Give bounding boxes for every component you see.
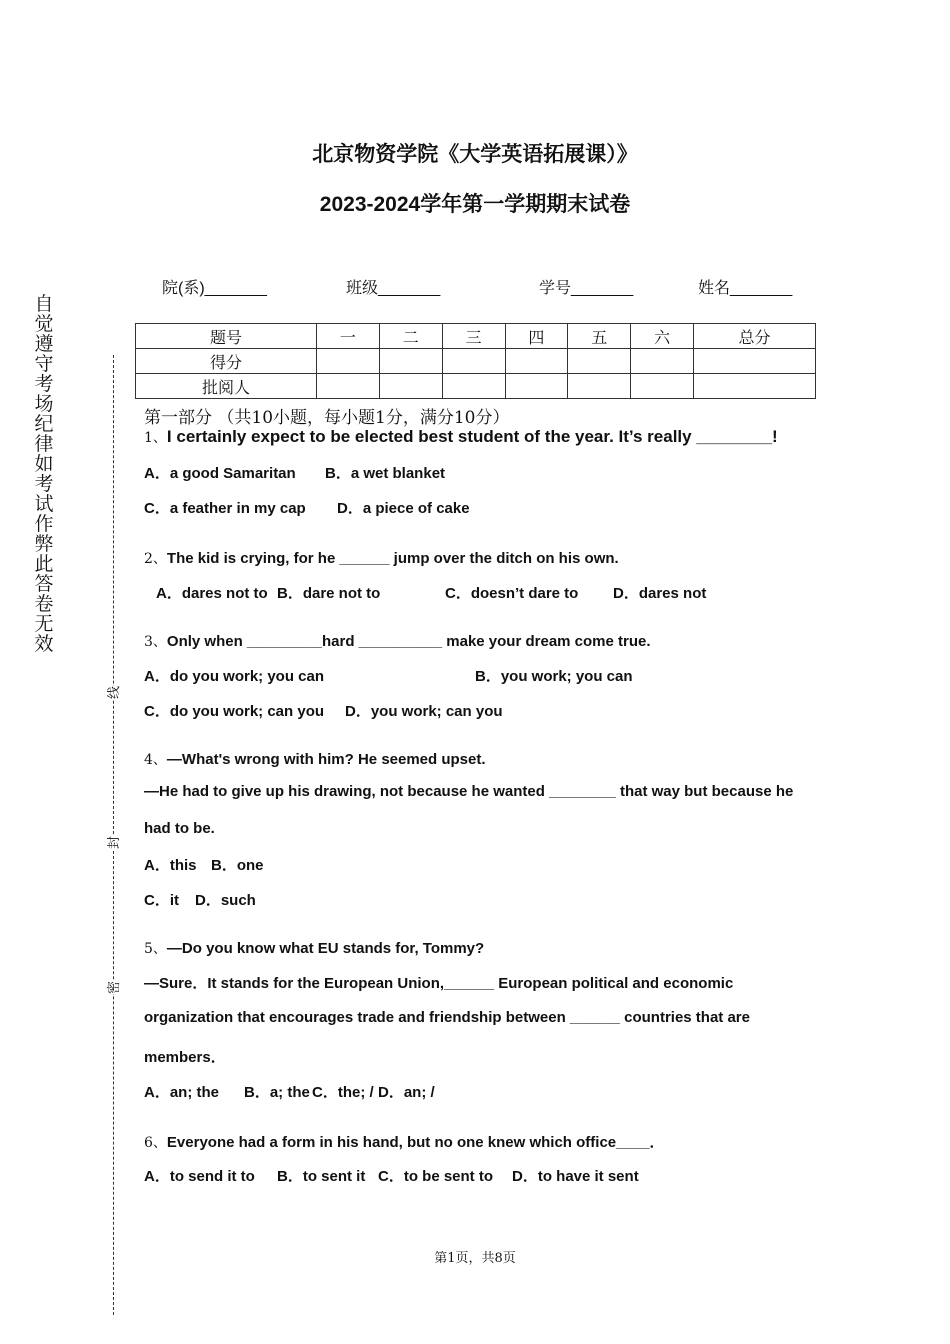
option-d: D．to have it sent bbox=[512, 1168, 639, 1185]
table-cell: 三 bbox=[442, 324, 505, 349]
question-number: 5、 bbox=[144, 941, 167, 957]
score-table-header bbox=[136, 324, 816, 349]
seal-label-mi: 密 bbox=[100, 981, 125, 994]
option-b: B．to sent it bbox=[277, 1168, 366, 1185]
table-cell: 五 bbox=[568, 324, 631, 349]
dept-field: 院(系)_______ bbox=[162, 280, 267, 297]
option-a: A．an; the bbox=[144, 1084, 220, 1101]
table-cell bbox=[379, 374, 442, 399]
table-row bbox=[136, 374, 816, 399]
question-5-line-4: members． bbox=[144, 1049, 226, 1066]
question-text: —Do you know what EU stands for, Tommy? bbox=[166, 940, 485, 957]
option-b: B．dare not to bbox=[277, 585, 381, 602]
question-2 bbox=[144, 548, 619, 568]
option-d: D．such bbox=[195, 892, 256, 909]
option-c: C．do you work; can you bbox=[144, 703, 325, 720]
score-table bbox=[135, 323, 816, 399]
table-cell bbox=[379, 349, 442, 374]
table-cell bbox=[505, 374, 568, 399]
option-a: A．a good Samaritan bbox=[144, 465, 296, 482]
table-cell bbox=[317, 349, 380, 374]
class-field: 班级_______ bbox=[346, 280, 441, 297]
question-number: 6、 bbox=[144, 1135, 167, 1151]
question-text: —What's wrong with him? He seemed upset. bbox=[166, 751, 486, 768]
seal-label-xian: 线 bbox=[100, 686, 125, 699]
page-footer: 第1页，共8页 bbox=[434, 1251, 516, 1266]
question-4-line-3: had to be. bbox=[144, 820, 215, 837]
question-4-line-2: —He had to give up his drawing, not because he wanted ________ that way but because he bbox=[144, 783, 794, 800]
exam-discipline-notice: 自觉遵守考场纪律如考试作弊此答卷无效 bbox=[34, 293, 54, 655]
table-cell bbox=[442, 349, 505, 374]
option-c: C．it bbox=[144, 892, 179, 909]
table-cell bbox=[568, 374, 631, 399]
question-text: Only when _________hard __________ make your dream come true. bbox=[166, 633, 651, 650]
table-cell: 一 bbox=[317, 324, 380, 349]
question-6 bbox=[144, 1131, 665, 1152]
option-d: D．a piece of cake bbox=[337, 500, 470, 517]
question-number: 1、 bbox=[144, 430, 167, 446]
option-c: C．the; / bbox=[312, 1084, 374, 1101]
table-cell bbox=[693, 374, 815, 399]
table-row bbox=[136, 349, 816, 374]
question-number: 3、 bbox=[144, 634, 167, 650]
option-d: D．you work; can you bbox=[345, 703, 503, 720]
option-a: A．this bbox=[144, 857, 197, 874]
question-number: 4、 bbox=[144, 752, 167, 768]
table-cell bbox=[442, 374, 505, 399]
exam-subtitle: 2023-2024学年第一学期期末试卷 bbox=[319, 193, 631, 216]
table-cell: 题号 bbox=[136, 324, 317, 349]
option-a: A．to send it to bbox=[144, 1168, 255, 1185]
option-b: B．a wet blanket bbox=[325, 465, 446, 482]
option-c: C．a feather in my cap bbox=[144, 500, 306, 517]
question-3 bbox=[144, 631, 651, 651]
option-b: B．a; the bbox=[244, 1084, 310, 1101]
exam-title: 北京物资学院《大学英语拓展课）》 bbox=[312, 143, 638, 166]
question-number: 2、 bbox=[144, 551, 167, 567]
option-b: B．one bbox=[211, 857, 264, 874]
name-field: 姓名_______ bbox=[698, 280, 793, 297]
row-label: 得分 bbox=[136, 349, 317, 374]
option-a: A．dares not to bbox=[156, 585, 268, 602]
table-cell: 二 bbox=[379, 324, 442, 349]
table-cell: 六 bbox=[631, 324, 694, 349]
seal-label-feng: 封 bbox=[100, 836, 125, 849]
question-5-line-2: —Sure．It stands for the European Union,______ European political and economic bbox=[144, 975, 734, 992]
question-text: I certainly expect to be elected best student of the year. It’s really ________! bbox=[166, 427, 778, 446]
question-5 bbox=[144, 938, 484, 958]
table-cell bbox=[568, 349, 631, 374]
table-cell bbox=[317, 374, 380, 399]
option-c: C．doesn’t dare to bbox=[445, 585, 579, 602]
table-cell bbox=[631, 374, 694, 399]
option-d: D．dares not bbox=[613, 585, 707, 602]
table-cell bbox=[631, 349, 694, 374]
option-d: D．an; / bbox=[378, 1084, 435, 1101]
option-a: A．do you work; you can bbox=[144, 668, 325, 685]
table-cell: 总分 bbox=[693, 324, 815, 349]
table-cell bbox=[693, 349, 815, 374]
section-title: 第一部分 （共10小题，每小题1分，满分10分） bbox=[144, 408, 510, 428]
question-text: Everyone had a form in his hand, but no one knew which office____． bbox=[166, 1134, 665, 1151]
student-id-field: 学号_______ bbox=[539, 280, 634, 297]
option-b: B．you work; you can bbox=[475, 668, 633, 685]
question-text: The kid is crying, for he ______ jump over the ditch on his own. bbox=[166, 550, 619, 567]
question-5-line-3: organization that encourages trade and friendship between ______ countries that are bbox=[144, 1009, 750, 1026]
table-cell bbox=[505, 349, 568, 374]
option-c: C．to be sent to bbox=[378, 1168, 493, 1185]
question-1 bbox=[144, 427, 778, 447]
question-4 bbox=[144, 749, 486, 769]
row-label: 批阅人 bbox=[136, 374, 317, 399]
table-cell: 四 bbox=[505, 324, 568, 349]
